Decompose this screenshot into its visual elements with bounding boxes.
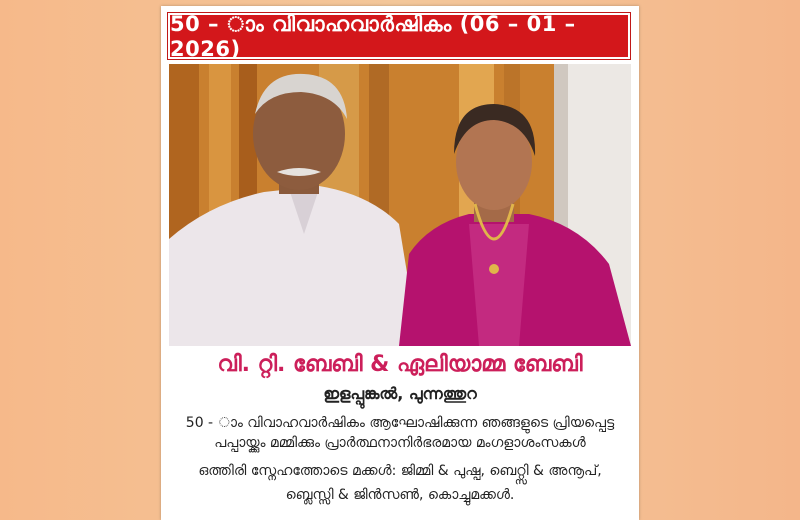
message-line-3: ഒത്തിരി സ്നേഹത്തോടെ മക്കൾ: ജിമ്മി & പുഷ്പ, ബെറ്റ്സി & അനൂപ്, xyxy=(198,463,602,479)
message-line-1: 50 - ാം വിവാഹവാർഷികം ആഘോഷിക്കുന്ന ഞങ്ങളുടെ പ്രിയപ്പെട്ട xyxy=(185,415,615,431)
header-banner xyxy=(167,12,631,60)
house-name: ഇളപ്പുങ്കൽ, പുന്നത്തുറ xyxy=(323,384,477,403)
header-title: 50 – ാം വിവാഹവാർഷികം (06 – 01 – 2026) xyxy=(170,15,628,57)
message-line-4: ബ്ലെസ്സി & ജിൻസൺ, കൊച്ചുമക്കൾ. xyxy=(285,487,515,503)
anniversary-card xyxy=(161,6,639,520)
couple-names: വി. റ്റി. ബേബി & ഏലിയാമ്മ ബേബി xyxy=(217,352,583,377)
message-line-2: പപ്പായ്ക്കും മമ്മിക്കും പ്രാർത്ഥനാനിർഭരമായ മംഗളാശംസകൾ xyxy=(214,435,586,451)
couple-photo xyxy=(169,64,631,346)
